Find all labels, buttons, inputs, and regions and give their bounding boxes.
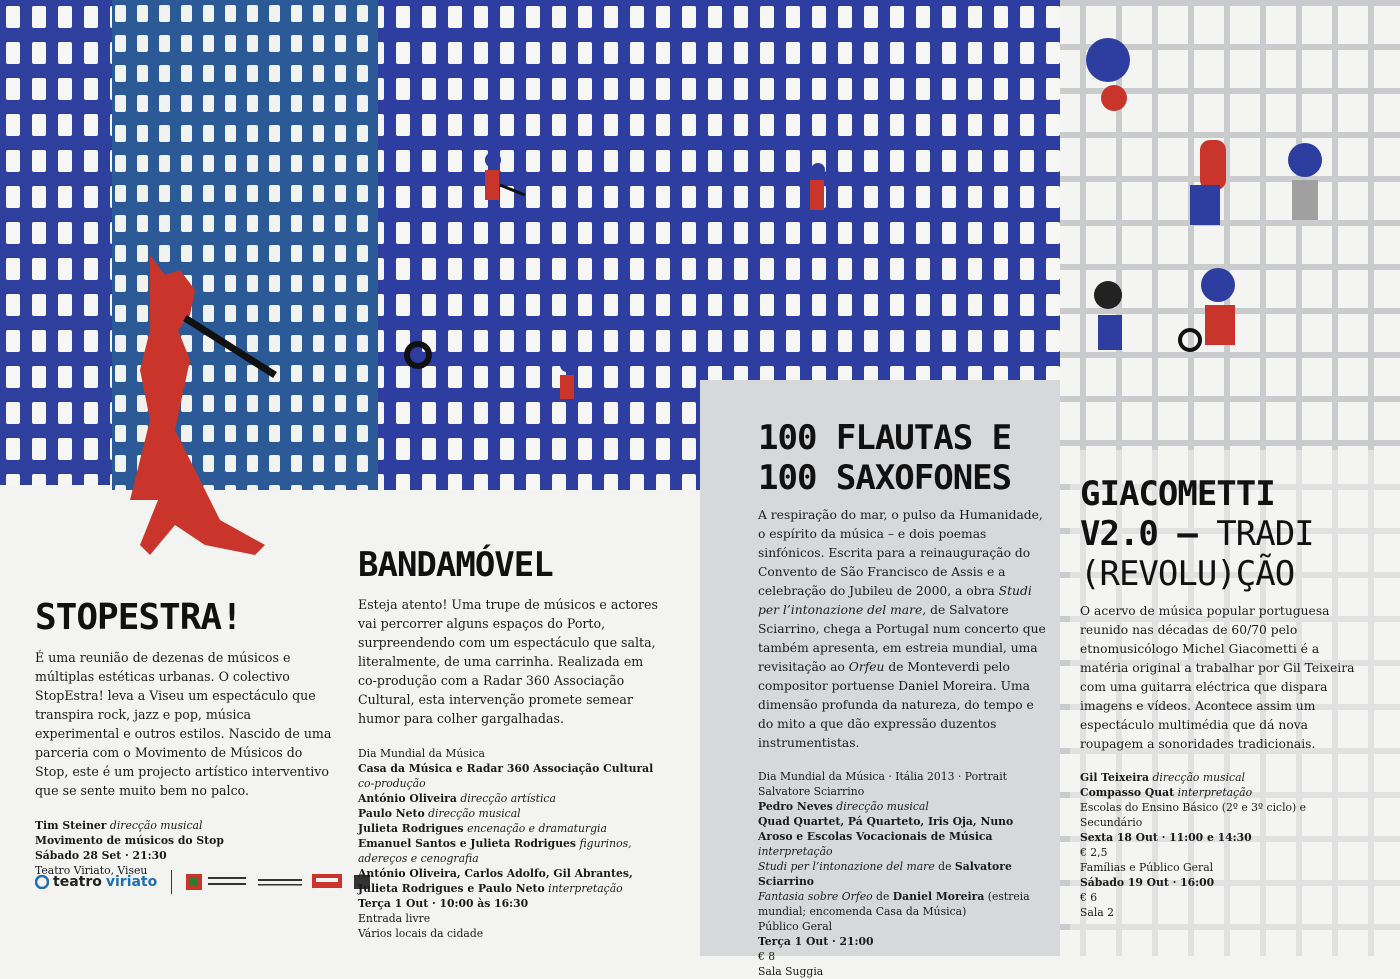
- partner-logos: [35, 870, 376, 894]
- flautas-title: 100 FLAUTAS E 100 SAXOFONES: [758, 418, 1012, 498]
- bandamovel-body: Esteja atento! Uma trupe de músicos e actores vai percorrer alguns espaços do Porto, surpreendendo com um espectáculo que salta, literalmente, de uma carrinha. Realizada em co-produção com a Radar 360 Associação Cultural, esta intervenção promete semear humor para colher gargalhadas.: [358, 597, 658, 726]
- stopestra-title: STOPESTRA!: [35, 597, 242, 638]
- section-flautas-saxofones: [758, 418, 1048, 979]
- logo-divider: [171, 870, 172, 894]
- section-giacometti: [1080, 474, 1370, 920]
- sponsor-logos-icon: [186, 871, 376, 893]
- bandamovel-credits: Dia Mundial da Música Casa da Música e Radar 360 Associação Cultural co-produção António Oliveira direcção artística Paulo Neto direcção musical Julieta Rodrigues encenação e dramaturgia Emanuel Santos e Julieta Rodrigues figurinos, adereços e cenografia António Oliveira, Carlos Adolfo, Gil Abrantes, Julieta Rodrigues e Paulo Neto interpretação Terça 1 Out · 10:00 às 16:30 Entrada livre Vários locais da cidade: [358, 747, 654, 940]
- bandamovel-title: BANDAMÓVEL: [358, 545, 553, 585]
- flautas-credits: Dia Mundial da Música · Itália 2013 · Portrait Salvatore Sciarrino Pedro Neves direcção musical Quad Quartet, Pá Quarteto, Iris Oja, Nuno Aroso e Escolas Vocacionais de Música interpretação Studi per l’intonazione del mare de Salvatore Sciarrino Fantasia sobre Orfeo de Daniel Moreira (estreia mundial; encomenda Casa da Música) Público Geral Terça 1 Out · 21:00 € 8 Sala Suggia: [758, 770, 1030, 978]
- flautas-body: A respiração do mar, o pulso da Humanidade, o espírito da música – e dois poemas sinfónicos. Escrita para a reinauguração do Convento de São Francisco de Assis e a celebração do Jubileu de 2000, a obra Studi per l’intonazione del mare, de Salvatore Sciarrino, chega a Portugal num concerto que também apresenta, em estreia mundial, uma revisitação ao Orfeu de Monteverdi pelo compositor portuense Daniel Moreira. Uma dimensão profunda da natureza, do tempo e do mito a que dão expressão duzentos instrumentistas.: [758, 508, 1046, 750]
- giacometti-body: O acervo de música popular portuguesa reunido nas décadas de 60/70 pelo etnomusicólogo Michel Giacometti é a matéria original a trabalhar por Gil Teixeira com uma guitarra eléctrica que dispara imagens e vídeos. Acontece assim um espectáculo multimédia que dá nova roupagem a sonoridades tradicionais.: [1080, 604, 1355, 751]
- stopestra-credits: Tim Steiner direcção musical Movimento de músicos do Stop Sábado 28 Set · 21:30 Teatro Viriato, Viseu: [35, 819, 224, 877]
- teatro-viriato-logo: teatro viriato: [35, 874, 157, 890]
- stopestra-body: É uma reunião de dezenas de músicos e múltiplas estéticas urbanas. O colectivo StopEstra! leva a Viseu um espectáculo que transpira rock, jazz e pop, música experimental e outros estilos. Nascido de uma parceria com o Movimento de Músicos do Stop, este é um projecto artístico interventivo que se sente muito bem no palco.: [35, 650, 332, 798]
- giacometti-credits: Gil Teixeira direcção musical Compasso Quat interpretação Escolas do Ensino Básico (2º e 3º ciclo) e Secundário Sexta 18 Out · 11:00 e 14:30 € 2,5 Famílias e Público Geral Sábado 19 Out · 16:00 € 6 Sala 2: [1080, 771, 1307, 919]
- section-bandamovel: [358, 545, 658, 941]
- section-stopestra: [35, 598, 335, 878]
- teatro-viriato-mark-icon: [35, 875, 49, 889]
- giacometti-title: GIACOMETTI V2.0 – TRADI (REVOLU)ÇÃO: [1080, 474, 1314, 594]
